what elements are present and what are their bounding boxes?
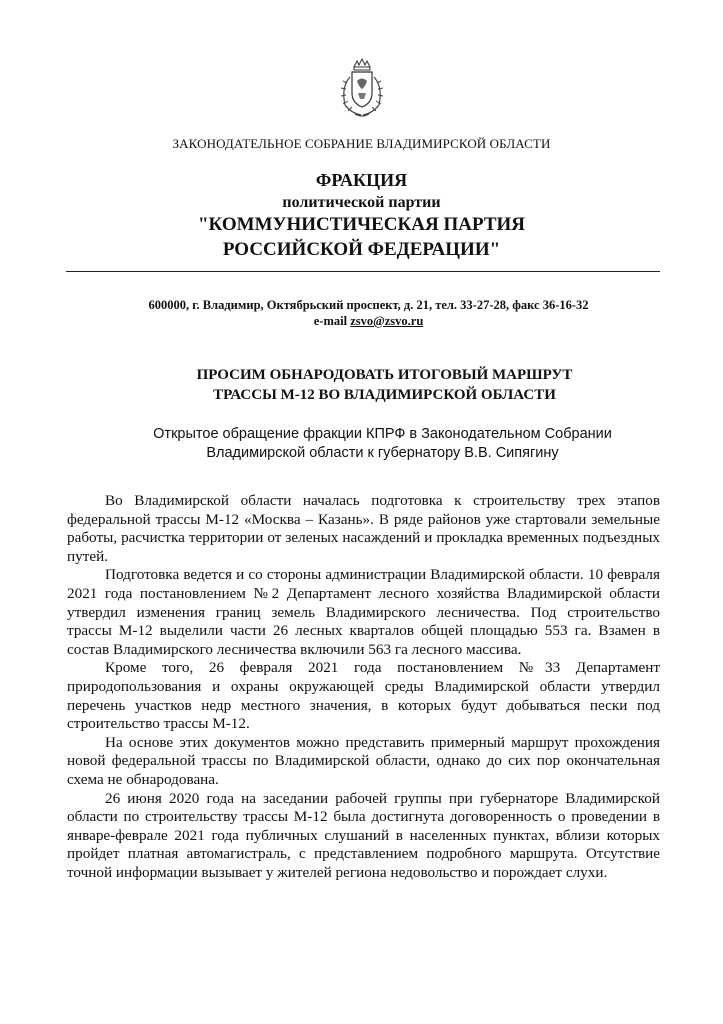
body-paragraph: Во Владимирской области началась подготовка к строительству трех этапов федеральной трассы М-12 «Москва – Казань». В ряде районов уже стартовали земельные работы, расчистка территории от зеленых насаждений и прокладка временных подъездных путей.	[67, 492, 660, 565]
body-paragraph: На основе этих документов можно представить примерный маршрут прохождения новой федеральной трассы по Владимирской области, однако до сих пор окончательная схема не обнародована.	[67, 733, 660, 788]
header-divider	[66, 271, 660, 272]
contact-address: 600000, г. Владимир, Октябрьский проспект, д. 21, тел. 33-27-28, факс 36-16-32	[148, 298, 589, 312]
document-headline	[0, 365, 723, 405]
subtitle-line-1: Открытое обращение фракции КПРФ в Законодательном Собрании	[153, 426, 612, 442]
subtitle-line-2: Владимирской области к губернатору В.В. Сипягину	[206, 445, 559, 461]
document-body	[67, 492, 660, 882]
party-subtitle: политической партии	[282, 194, 441, 211]
email-link[interactable]: zsvo@zsvo.ru	[350, 314, 424, 328]
faction-title: ФРАКЦИЯ	[315, 170, 408, 190]
party-name-line-1: "КОММУНИСТИЧЕСКАЯ ПАРТИЯ	[198, 214, 525, 235]
contact-email-line	[0, 314, 723, 329]
body-paragraph: Подготовка ведется и со стороны администрации Владимирской области. 10 февраля 2021 года постановлением №2 Департамент лесного хозяйства Владимирской области утвердил изменения границ земель Владимирского лесничества. Под строительство трассы М-12 выделили части 26 лесных кварталов общей площадью 553 га. Взамен в состав Владимирского лесничества включили 563 га лесного массива.	[67, 566, 660, 658]
organization-name: ЗАКОНОДАТЕЛЬНОЕ СОБРАНИЕ ВЛАДИМИРСКОЙ ОБЛАСТИ	[172, 136, 551, 151]
email-prefix: e-mail	[313, 314, 351, 328]
coat-of-arms-icon	[337, 57, 387, 120]
body-paragraph: 26 июня 2020 года на заседании рабочей группы при губернаторе Владимирской области по строительству трассы М-12 была достигнута договоренность о проведении в январе-феврале 2021 года публичных слушаний в населенных пунктах, вблизи которых пройдет платная автомагистраль, с представлением подробного маршрута. Отсутствие точной информации вызывает у жителей региона недовольство и порождает слухи.	[67, 789, 660, 881]
document-subtitle	[0, 425, 723, 463]
party-name	[0, 212, 723, 262]
headline-line-2: ТРАССЫ М-12 ВО ВЛАДИМИРСКОЙ ОБЛАСТИ	[213, 387, 556, 403]
headline-line-1: ПРОСИМ ОБНАРОДОВАТЬ ИТОГОВЫЙ МАРШРУТ	[196, 367, 573, 383]
party-name-line-2: РОССИЙСКОЙ ФЕДЕРАЦИИ"	[222, 239, 501, 260]
body-paragraph: Кроме того, 26 февраля 2021 года постановлением №33 Департамент природопользования и охраны окружающей среды Владимирской области утвердил перечень участков недр местного значения, в которых будут добываться пески под строительство трассы М-12.	[67, 659, 660, 733]
